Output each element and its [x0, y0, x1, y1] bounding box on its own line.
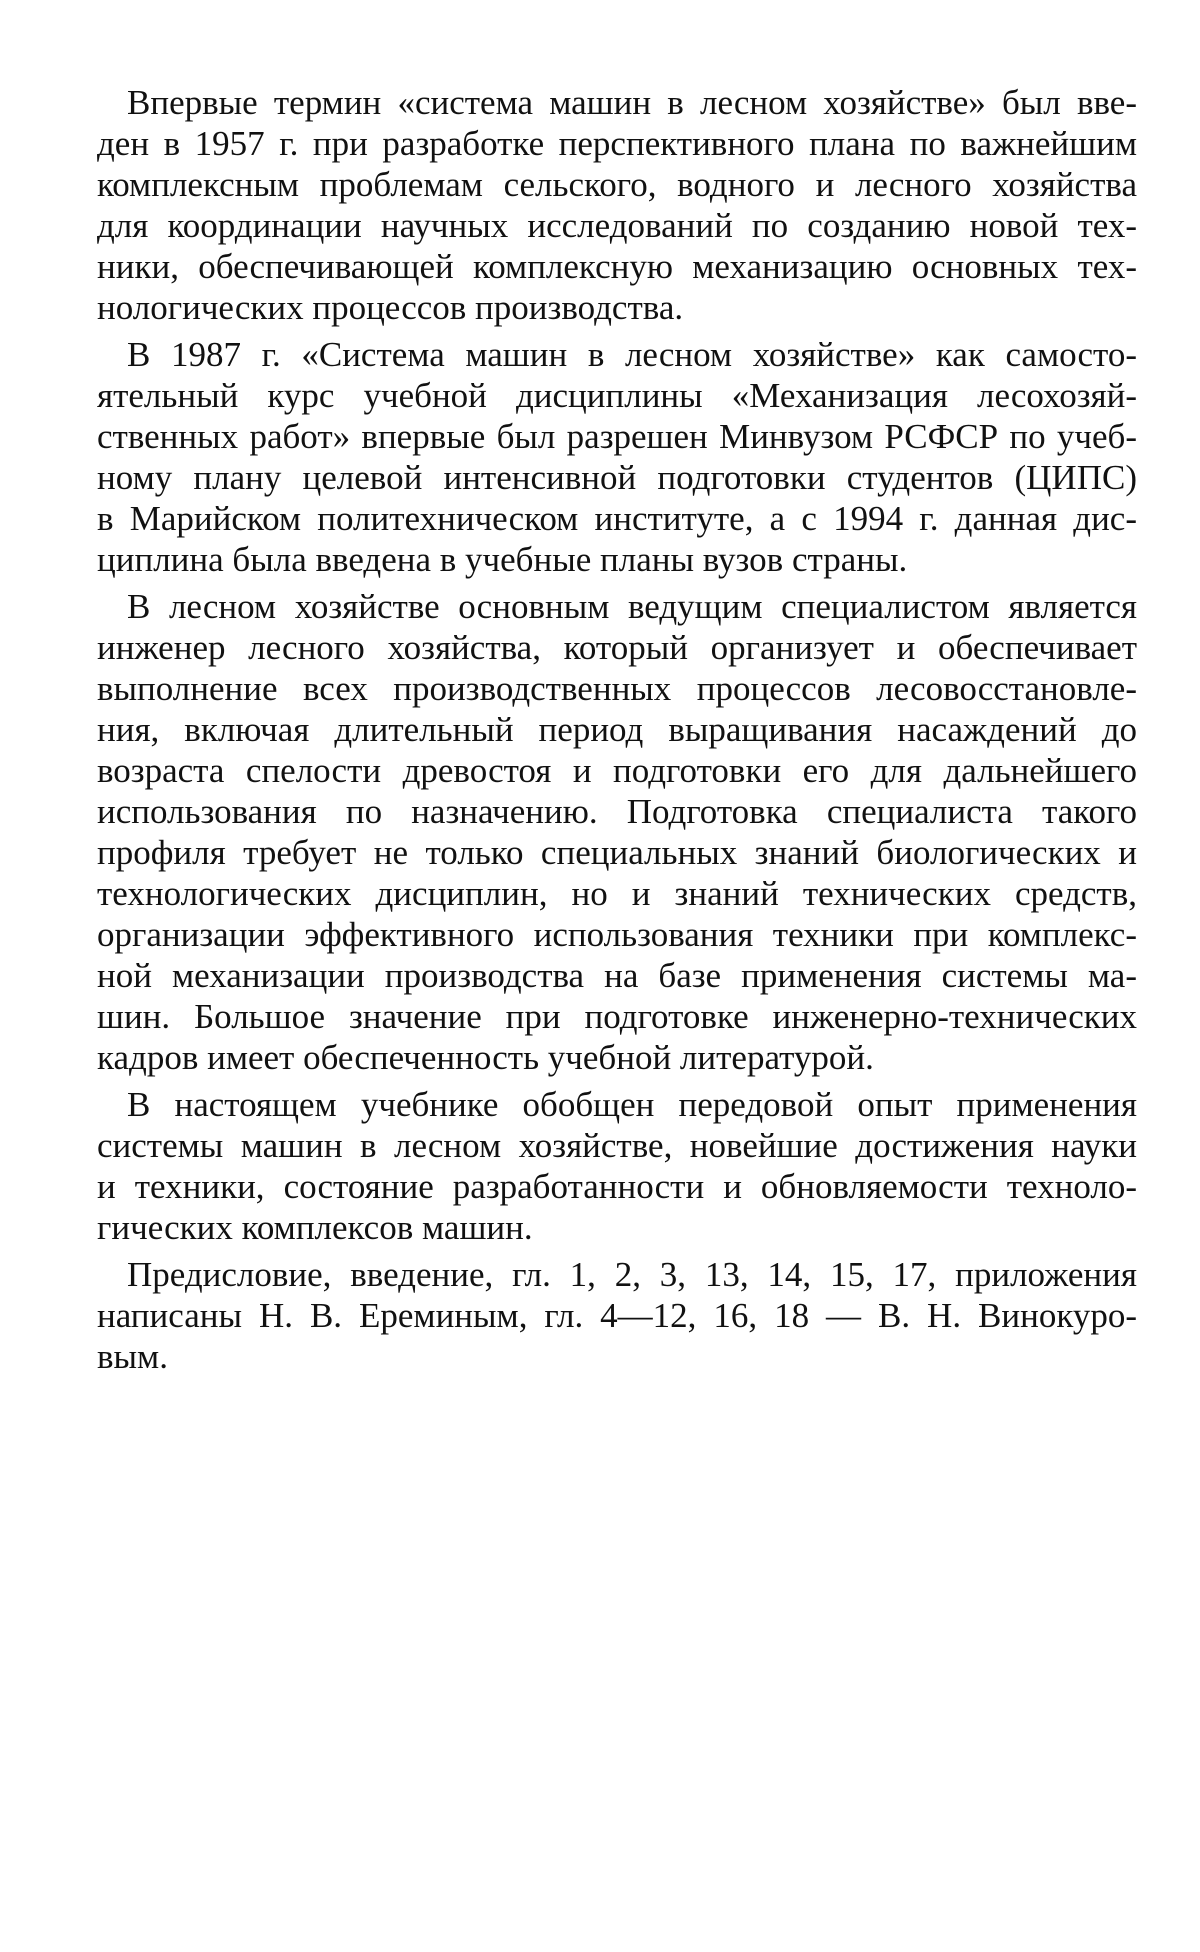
text-line: ден в 1957 г. при разработке перспективного плана по важнейшим	[97, 124, 1137, 163]
text-line: шин. Большое значение при подготовке инженерно-технических	[97, 997, 1137, 1036]
text-line: профиля требует не только специальных знаний биологических и	[97, 833, 1137, 872]
text-line: вым.	[97, 1337, 168, 1376]
paragraph-3	[97, 586, 1137, 1078]
text-line: ному плану целевой интенсивной подготовки студентов (ЦИПС)	[97, 458, 1137, 497]
text-line: ния, включая длительный период выращивания насаждений до	[97, 710, 1137, 749]
text-line: гических комплексов машин.	[97, 1208, 533, 1247]
text-line: использования по назначению. Подготовка специалиста такого	[97, 792, 1137, 831]
text-line: кадров имеет обеспеченность учебной литературой.	[97, 1038, 874, 1077]
text-line: В лесном хозяйстве основным ведущим специалистом является	[127, 587, 1137, 626]
paragraph-4	[97, 1084, 1137, 1248]
text-line: Впервые термин «система машин в лесном хозяйстве» был вве-	[127, 83, 1137, 122]
text-line: нологических процессов производства.	[97, 288, 684, 327]
text-line: комплексным проблемам сельского, водного и лесного хозяйства	[97, 165, 1137, 204]
document-page	[97, 82, 1137, 1383]
text-line: системы машин в лесном хозяйстве, новейшие достижения науки	[97, 1126, 1137, 1165]
text-line: выполнение всех производственных процессов лесовосстановле-	[97, 669, 1137, 708]
text-line: ники, обеспечивающей комплексную механизацию основных тех-	[97, 247, 1137, 286]
paragraph-2	[97, 334, 1137, 580]
text-line: и техники, состояние разработанности и обновляемости техноло-	[97, 1167, 1137, 1206]
text-line: для координации научных исследований по созданию новой тех-	[97, 206, 1137, 245]
text-line: Предисловие, введение, гл. 1, 2, 3, 13, 14, 15, 17, приложения	[127, 1255, 1137, 1294]
text-line: организации эффективного использования техники при комплекс-	[97, 915, 1137, 954]
text-line: В настоящем учебнике обобщен передовой опыт применения	[127, 1085, 1137, 1124]
text-line: написаны Н. В. Ереминым, гл. 4—12, 16, 18 — В. Н. Винокуро-	[97, 1296, 1137, 1335]
text-line: ственных работ» впервые был разрешен Минвузом РСФСР по учеб-	[97, 417, 1137, 456]
paragraph-5	[97, 1254, 1137, 1377]
text-line: в Марийском политехническом институте, а с 1994 г. данная дис-	[97, 499, 1137, 538]
paragraph-1	[97, 82, 1137, 328]
text-line: технологических дисциплин, но и знаний технических средств,	[97, 874, 1137, 913]
text-line: ной механизации производства на базе применения системы ма-	[97, 956, 1137, 995]
text-line: В 1987 г. «Система машин в лесном хозяйстве» как самосто-	[127, 335, 1137, 374]
text-line: ятельный курс учебной дисциплины «Механизация лесохозяй-	[97, 376, 1137, 415]
text-line: циплина была введена в учебные планы вузов страны.	[97, 540, 908, 579]
text-line: инженер лесного хозяйства, который организует и обеспечивает	[97, 628, 1137, 667]
text-line: возраста спелости древостоя и подготовки его для дальнейшего	[97, 751, 1137, 790]
